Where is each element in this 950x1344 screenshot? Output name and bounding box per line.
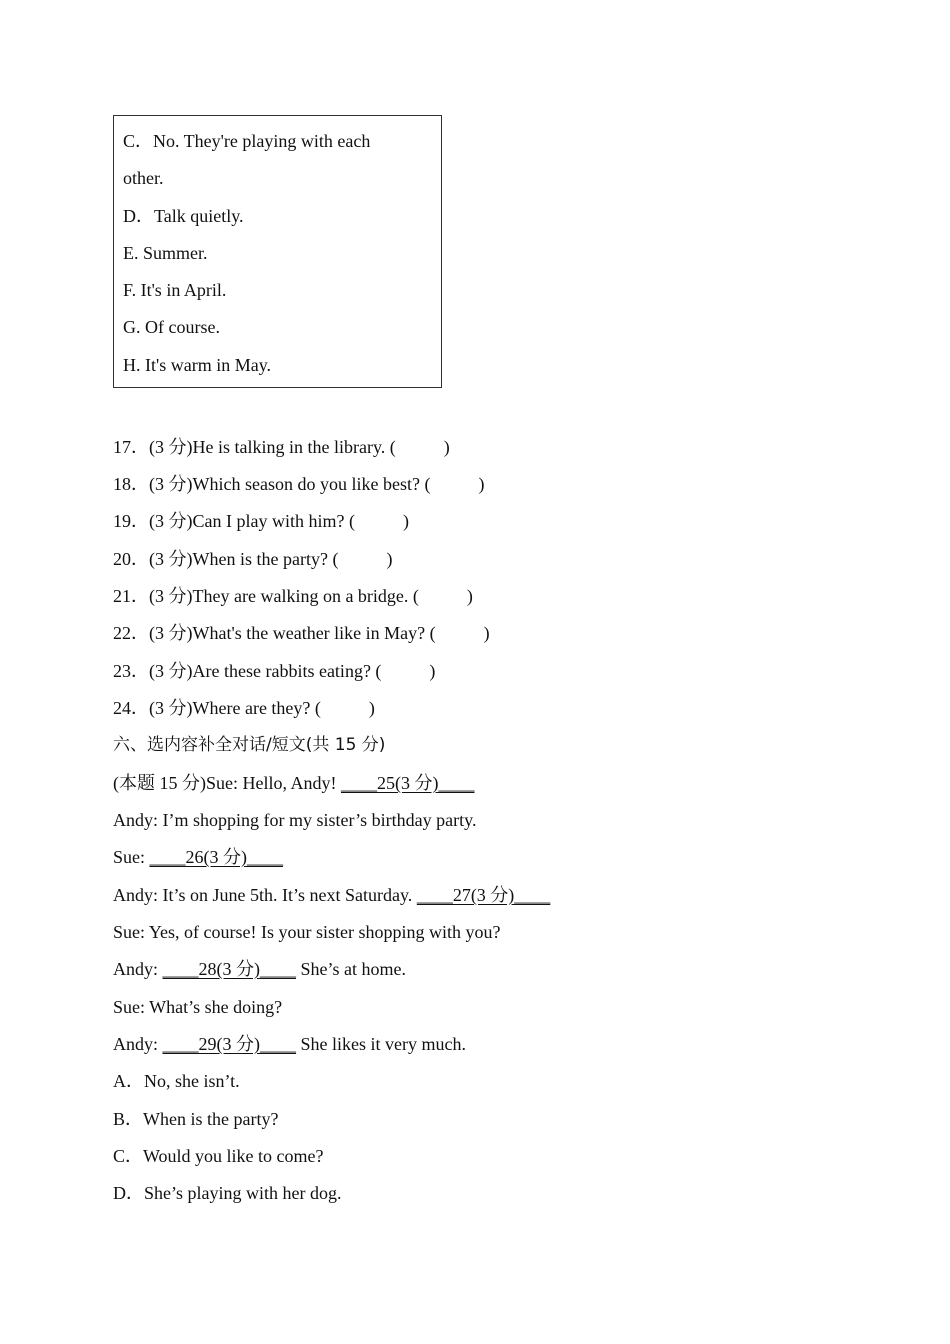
option-g: G. Of course. <box>123 317 220 337</box>
dialog-line-4: Andy: It’s on June 5th. It’s next Saturday. ____27(3 分)____ <box>113 885 551 905</box>
dialog-line-2: Andy: I’m shopping for my sister’s birthday party. <box>113 810 477 830</box>
dialog-line-7: Sue: What’s she doing? <box>113 997 283 1017</box>
answer-option-a: A．No, she isn’t. <box>113 1071 240 1091</box>
question-17: 17．(3 分)He is talking in the library. ( ) <box>113 437 450 457</box>
question-20: 20．(3 分)When is the party? ( ) <box>113 549 393 569</box>
question-18: 18．(3 分)Which season do you like best? ( ) <box>113 474 485 494</box>
dialog-line-6: Andy: ____28(3 分)____ She’s at home. <box>113 959 406 979</box>
blank-29[interactable]: ____29(3 分)____ <box>162 1034 296 1054</box>
blank-26[interactable]: ____26(3 分)____ <box>149 847 284 867</box>
option-c-line1: C．No. They're playing with each <box>123 131 371 151</box>
option-d: D．Talk quietly. <box>123 206 244 226</box>
dialog-line-5: Sue: Yes, of course! Is your sister shopping with you? <box>113 922 501 942</box>
blank-28[interactable]: ____28(3 分)____ <box>162 959 296 979</box>
option-e: E. Summer. <box>123 243 208 263</box>
question-19: 19．(3 分)Can I play with him? ( ) <box>113 511 409 531</box>
option-h: H. It's warm in May. <box>123 355 272 375</box>
answer-option-d: D．She’s playing with her dog. <box>113 1183 342 1203</box>
blank-27[interactable]: ____27(3 分)____ <box>416 885 551 905</box>
answer-option-c: C．Would you like to come? <box>113 1146 324 1166</box>
blank-25[interactable]: ____25(3 分)____ <box>340 773 475 793</box>
dialog-line-1: (本题 15 分)Sue: Hello, Andy! ____25(3 分)____ <box>113 773 475 793</box>
question-22: 22．(3 分)What's the weather like in May? ( ) <box>113 623 490 643</box>
section-heading: 六、选内容补全对话/短文(共 15 分) <box>113 735 386 755</box>
dialog-line-3: Sue: ____26(3 分)____ <box>113 847 284 867</box>
option-c-line2: other. <box>123 168 164 188</box>
dialog-line-8: Andy: ____29(3 分)____ She likes it very much. <box>113 1034 466 1054</box>
answer-option-b: B．When is the party? <box>113 1109 279 1129</box>
option-f: F. It's in April. <box>123 280 227 300</box>
question-24: 24．(3 分)Where are they? ( ) <box>113 698 375 718</box>
question-23: 23．(3 分)Are these rabbits eating? ( ) <box>113 661 436 681</box>
question-21: 21．(3 分)They are walking on a bridge. ( ) <box>113 586 473 606</box>
